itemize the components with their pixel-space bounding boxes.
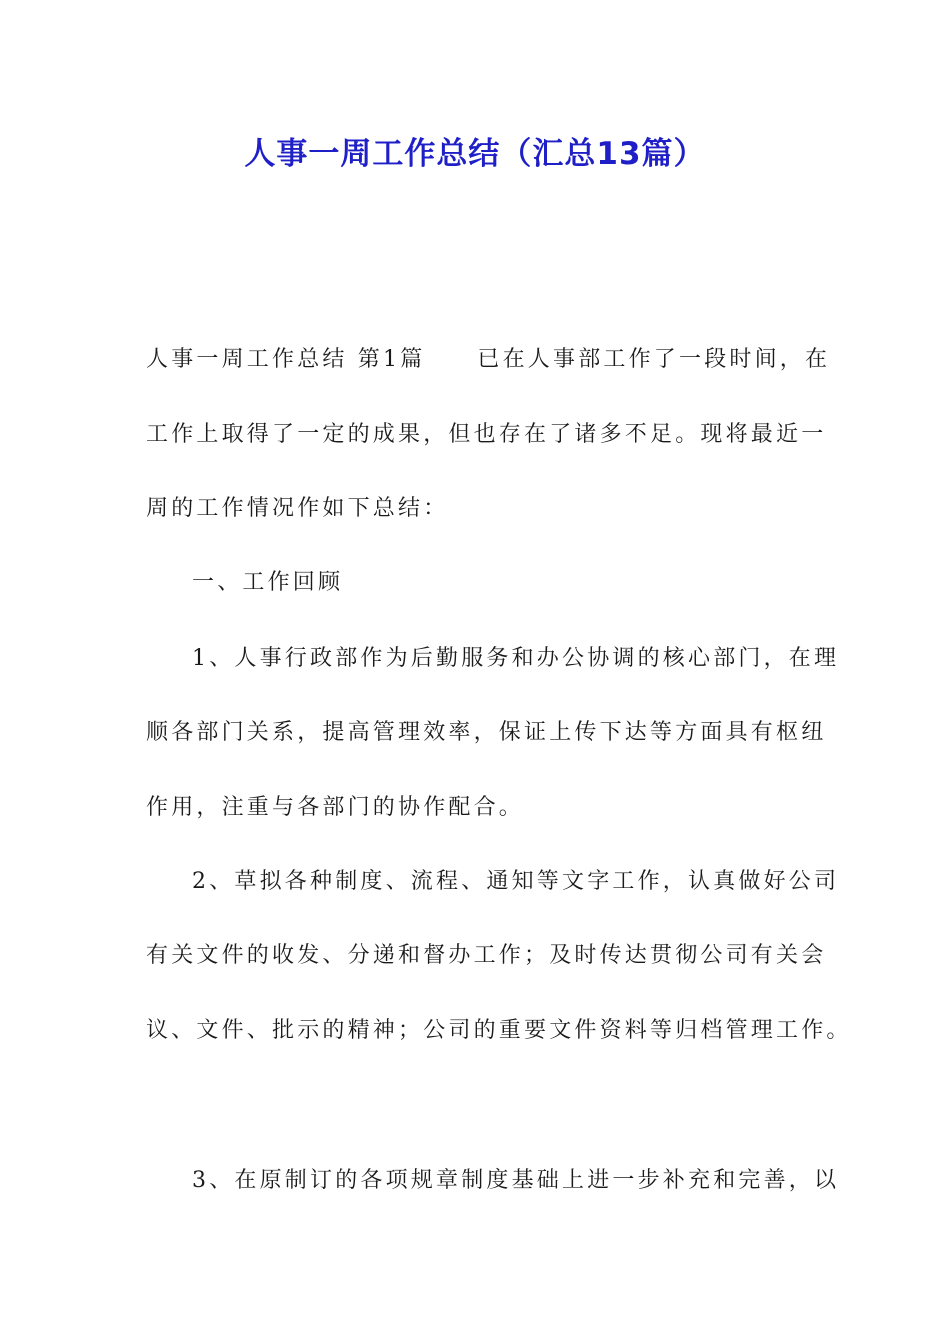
paragraph-line-2: 工作上取得了一定的成果，但也存在了诸多不足。现将最近一 — [146, 422, 827, 447]
item-1-line-2: 顺各部门关系，提高管理效率，保证上传下达等方面具有枢纽 — [146, 720, 827, 745]
item-2-line-1: 2、草拟各种制度、流程、通知等文字工作，认真做好公司 — [192, 869, 840, 894]
paragraph-line-1 — [146, 345, 830, 375]
paragraph-line-3: 周的工作情况作如下总结： — [146, 496, 449, 521]
section-title-work-review: 一、工作回顾 — [192, 570, 344, 595]
item-2-line-2: 有关文件的收发、分递和督办工作；及时传达贯彻公司有关会 — [146, 943, 827, 968]
item-1-line-1: 1、人事行政部作为后勤服务和办公协调的核心部门，在理 — [192, 646, 840, 671]
paragraph-text: 已在人事部工作了一段时间，在 — [477, 347, 831, 372]
item-3-line-1: 3、在原制订的各项规章制度基础上进一步补充和完善，以 — [192, 1168, 840, 1193]
document-title: 人事一周工作总结（汇总13篇） — [244, 136, 706, 172]
item-1-line-3: 作用，注重与各部门的协作配合。 — [146, 795, 525, 820]
item-2-line-3: 议、文件、批示的精神；公司的重要文件资料等归档管理工作。 — [146, 1018, 852, 1043]
section-heading: 人事一周工作总结 第1篇 — [146, 347, 426, 372]
